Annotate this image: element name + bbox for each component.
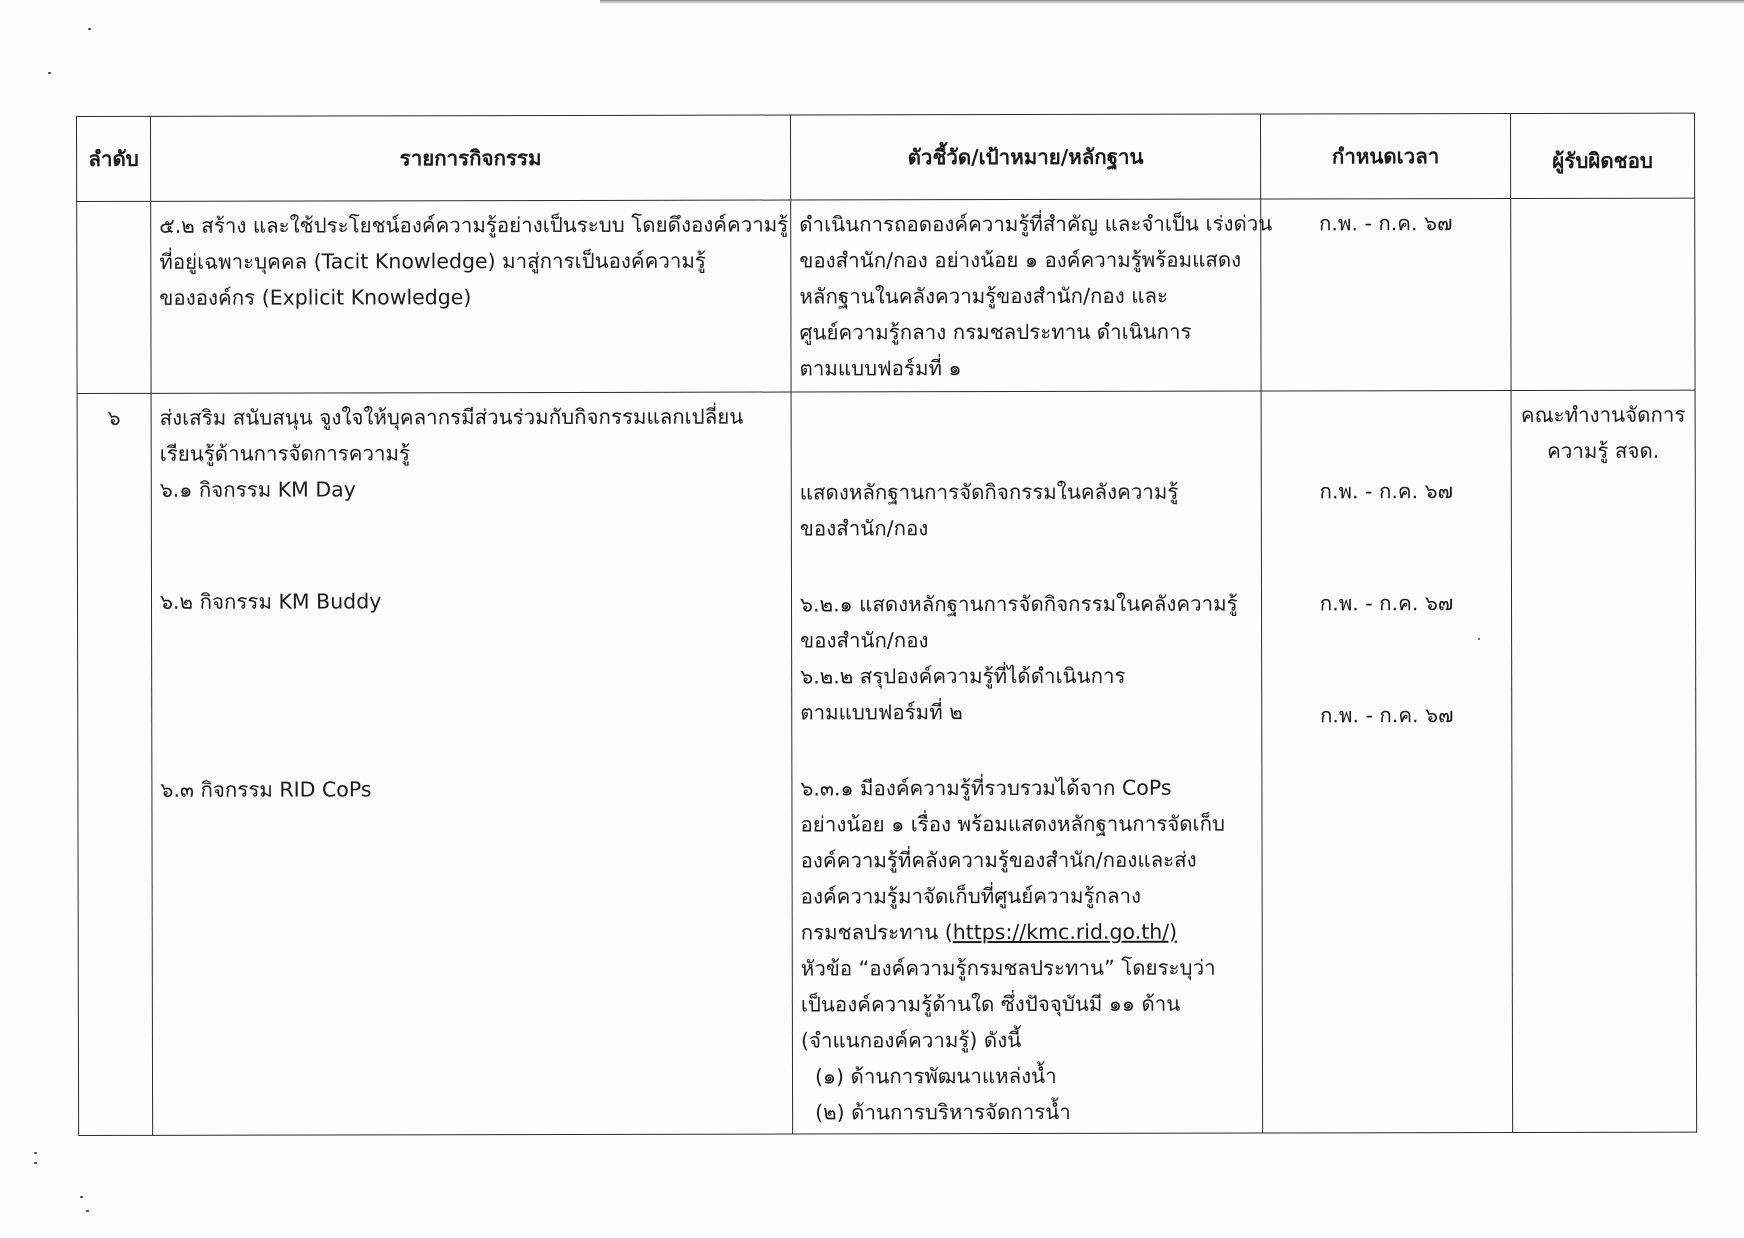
- activity-km-buddy: ๖.๒ กิจกรรม KM Buddy: [159, 589, 382, 614]
- header-indicator: ตัวชี้วัด/เป้าหมาย/หลักฐาน: [790, 114, 1260, 200]
- scan-speck: [34, 1162, 37, 1164]
- row2-indicator: [791, 391, 1263, 1134]
- spacer: [1270, 509, 1503, 585]
- spacer: [800, 730, 1253, 771]
- activity-line: ขององค์กร (Explicit Knowledge): [159, 285, 472, 310]
- scan-speck: [88, 28, 91, 30]
- spacer: [1270, 397, 1503, 473]
- row1-seq: [77, 201, 151, 393]
- header-activity: รายการกิจกรรม: [151, 115, 791, 201]
- knowledge-area-item: (๒) ด้านการบริหารจัดการน้ำ: [815, 1099, 1071, 1125]
- indicator-line: ๖.๓.๑ มีองค์ความรู้ที่รวบรวมได้จาก CoPs: [800, 775, 1172, 801]
- owner-line: ความรู้ สจด.: [1547, 438, 1660, 463]
- scan-edge-shadow: [600, 0, 1744, 4]
- indicator-line: ศูนย์ความรู้กลาง กรมชลประทาน ดำเนินการ: [799, 319, 1192, 345]
- header-owner: ผู้รับผิดชอบ: [1510, 113, 1694, 198]
- spacer: [160, 619, 783, 772]
- spacer: [800, 398, 1253, 475]
- table-header-row: [77, 113, 1695, 201]
- schedule-km-buddy-2: ก.พ. - ก.ค. ๖๗: [1319, 703, 1454, 728]
- row2-schedule: [1261, 390, 1513, 1133]
- indicator-line: แสดงหลักฐานการจัดกิจกรรมในคลังความรู้: [799, 479, 1179, 505]
- row2-owner: [1511, 390, 1697, 1132]
- schedule-km-buddy-1: ก.พ. - ก.ค. ๖๗: [1319, 591, 1454, 616]
- row1-schedule: ก.พ. - ก.ค. ๖๗: [1261, 198, 1511, 391]
- knowledge-area-item: (๑) ด้านการพัฒนาแหล่งน้ำ: [814, 1063, 1057, 1089]
- indicator-line: ตามแบบฟอร์มที่ ๒: [800, 700, 963, 725]
- scan-speck: [80, 1196, 83, 1198]
- spacer: [160, 507, 783, 584]
- indicator-line: (จำแนกองค์ความรู้) ดังนี้: [800, 1028, 1022, 1053]
- activity-table: [76, 113, 1697, 1136]
- scan-speck: [86, 1210, 89, 1212]
- activity-line: เรียนรู้ด้านการจัดการความรู้: [159, 441, 411, 466]
- activity-rid-cops: ๖.๓ กิจกรรม RID CoPs: [160, 777, 372, 802]
- kmc-link[interactable]: https://kmc.rid.go.th/): [952, 919, 1178, 945]
- row1-activity: [151, 200, 791, 393]
- scan-speck: [48, 72, 51, 74]
- header-seq: ลำดับ: [77, 116, 151, 201]
- row2-activity: [151, 392, 793, 1135]
- table-row: [77, 390, 1697, 1135]
- indicator-line: [801, 914, 1254, 951]
- indicator-line: ของสำนัก/กอง: [799, 516, 929, 541]
- activity-line: ๕.๒ สร้าง และใช้ประโยชน์องค์ความรู้อย่างเป็นระบบ โดยดึงองค์ความรู้: [159, 212, 789, 238]
- indicator-line: หลักฐานในคลังความรู้ของสำนัก/กอง และ: [799, 283, 1169, 309]
- indicator-line: เป็นองค์ความรู้ด้านใด ซึ่งปัจจุบันมี ๑๑ ด้าน: [800, 991, 1181, 1017]
- indicator-line: อย่างน้อย ๑ เรื่อง พร้อมแสดงหลักฐานการจัดเก็บ: [800, 811, 1226, 837]
- activity-km-day: ๖.๑ กิจกรรม KM Day: [159, 477, 356, 502]
- scan-speck: [34, 1152, 37, 1154]
- spacer: [1270, 621, 1503, 697]
- row1-indicator: [791, 199, 1273, 392]
- activity-line: ส่งเสริม สนับสนุน จูงใจให้บุคลากรมีส่วนร่วมกับกิจกรรมแลกเปลี่ยน: [159, 404, 744, 430]
- schedule-km-day: ก.พ. - ก.ค. ๖๗: [1319, 479, 1454, 504]
- header-schedule: กำหนดเวลา: [1260, 113, 1510, 199]
- indicator-line: ๖.๒.๒ สรุปองค์ความรู้ที่ได้ดำเนินการ: [800, 663, 1126, 689]
- row2-seq: ๖: [77, 393, 153, 1135]
- indicator-line: ๖.๒.๑ แสดงหลักฐานการจัดกิจกรรมในคลังความรู้: [799, 591, 1238, 617]
- dept-prefix: กรมชลประทาน (: [800, 920, 953, 945]
- indicator-line: หัวข้อ “องค์ความรู้กรมชลประทาน” โดยระบุว่า: [800, 955, 1216, 981]
- indicator-line: ของสำนัก/กอง อย่างน้อย ๑ องค์ความรู้พร้อมแสดง: [799, 247, 1242, 273]
- table-row: [77, 198, 1695, 393]
- owner-line: คณะทำงานจัดการ: [1520, 402, 1686, 427]
- indicator-line: องค์ความรู้มาจัดเก็บที่ศูนย์ความรู้กลาง: [800, 883, 1142, 909]
- row1-owner: [1511, 198, 1695, 390]
- spacer: [800, 546, 1253, 587]
- indicator-line: ของสำนัก/กอง: [800, 628, 929, 653]
- indicator-line: ดำเนินการถอดองค์ความรู้ที่สำคัญ และจำเป็น เร่งด่วน: [799, 211, 1273, 237]
- indicator-line: ตามแบบฟอร์มที่ ๑: [799, 356, 962, 381]
- indicator-line: องค์ความรู้ที่คลังความรู้ของสำนัก/กองและส่ง: [800, 847, 1197, 873]
- activity-line: ที่อยู่เฉพาะบุคคล (Tacit Knowledge) มาสู่การเป็นองค์ความรู้: [159, 248, 706, 274]
